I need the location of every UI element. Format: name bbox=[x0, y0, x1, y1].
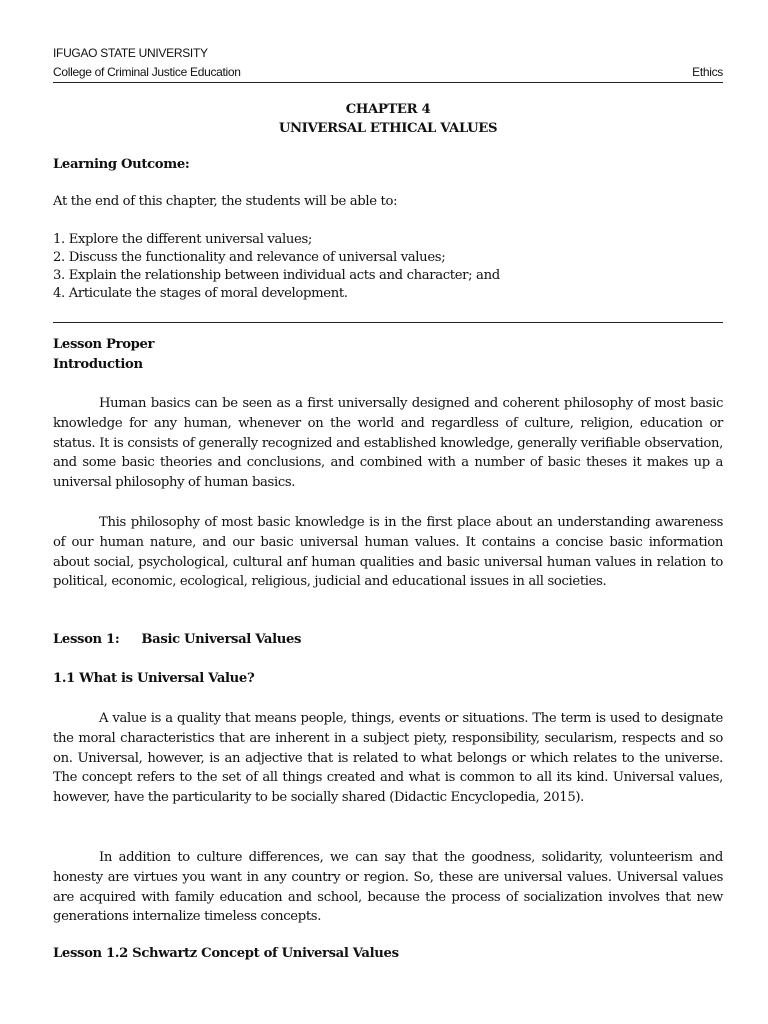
lesson-proper-heading: Lesson Proper bbox=[53, 337, 155, 352]
header-college-row bbox=[53, 65, 723, 79]
outcome-item: 4. Articulate the stages of moral development. bbox=[53, 286, 348, 301]
chapter-number: CHAPTER 4 bbox=[345, 102, 431, 117]
section-1-1-paragraph-2 bbox=[53, 848, 723, 927]
lesson-1-label: Lesson 1: bbox=[53, 632, 120, 647]
introduction-heading: Introduction bbox=[53, 357, 143, 372]
header-university bbox=[53, 46, 723, 60]
outcome-item: 3. Explain the relationship between individual acts and character; and bbox=[53, 268, 500, 283]
section-1-1-heading: 1.1 What is Universal Value? bbox=[53, 671, 255, 686]
university-name: IFUGAO STATE UNIVERSITY bbox=[53, 46, 208, 60]
introduction-paragraph-1 bbox=[53, 394, 723, 493]
outcome-item: 1. Explore the different universal values; bbox=[53, 232, 312, 247]
header-divider bbox=[53, 82, 723, 83]
paragraph-text: In addition to culture differences, we can say that the goodness, solidarity, volunteerism and honesty are virtues you want in any country or region. So, these are universal values. Universal values are acquired with family education and school, because the process of socialization involves that new generations internalize timeless concepts. bbox=[53, 850, 723, 925]
paragraph-text: A value is a quality that means people, things, events or situations. The term is used to designate the moral characteristics that are inherent in a subject piety, responsibility, secularism, respects and so on. Universal, however, is an adjective that is related to what belongs or which relates to the universe. The concept refers to the set of all things created and what is common to all its kind. Universal values, however, have the particularity to be socially shared (Didactic Encyclopedia, 2015). bbox=[53, 711, 723, 806]
section-1-1-paragraph-1 bbox=[53, 709, 723, 808]
section-divider bbox=[53, 322, 723, 323]
section-1-2-heading: Lesson 1.2 Schwartz Concept of Universal Values bbox=[53, 946, 399, 961]
introduction-paragraph-2 bbox=[53, 513, 723, 592]
paragraph-text: This philosophy of most basic knowledge is in the first place about an understanding awareness of our human nature, and our basic universal human values. It contains a concise basic information about social, psychological, cultural anf human qualities and basic universal human values in relation to political, economic, ecological, religious, judicial and educational issues in all societies. bbox=[53, 515, 723, 590]
paragraph-text: Human basics can be seen as a first universally designed and coherent philosophy of most basic knowledge for any human, whenever on the world and regardless of culture, religion, education or status. It is consists of generally recognized and established knowledge, generally verifiable observation, and some basic theories and conclusions, and combined with a number of basic theses it makes up a universal philosophy of human basics. bbox=[53, 396, 723, 491]
learning-outcome-intro: At the end of this chapter, the students will be able to: bbox=[53, 194, 398, 209]
lesson-1-heading bbox=[53, 632, 723, 647]
chapter-title: UNIVERSAL ETHICAL VALUES bbox=[278, 121, 498, 136]
subject-name: Ethics bbox=[692, 65, 723, 79]
learning-outcome-heading: Learning Outcome: bbox=[53, 157, 190, 172]
lesson-1-title: Basic Universal Values bbox=[141, 632, 302, 647]
outcome-item: 2. Discuss the functionality and relevance of universal values; bbox=[53, 250, 446, 265]
college-name: College of Criminal Justice Education bbox=[53, 65, 241, 79]
